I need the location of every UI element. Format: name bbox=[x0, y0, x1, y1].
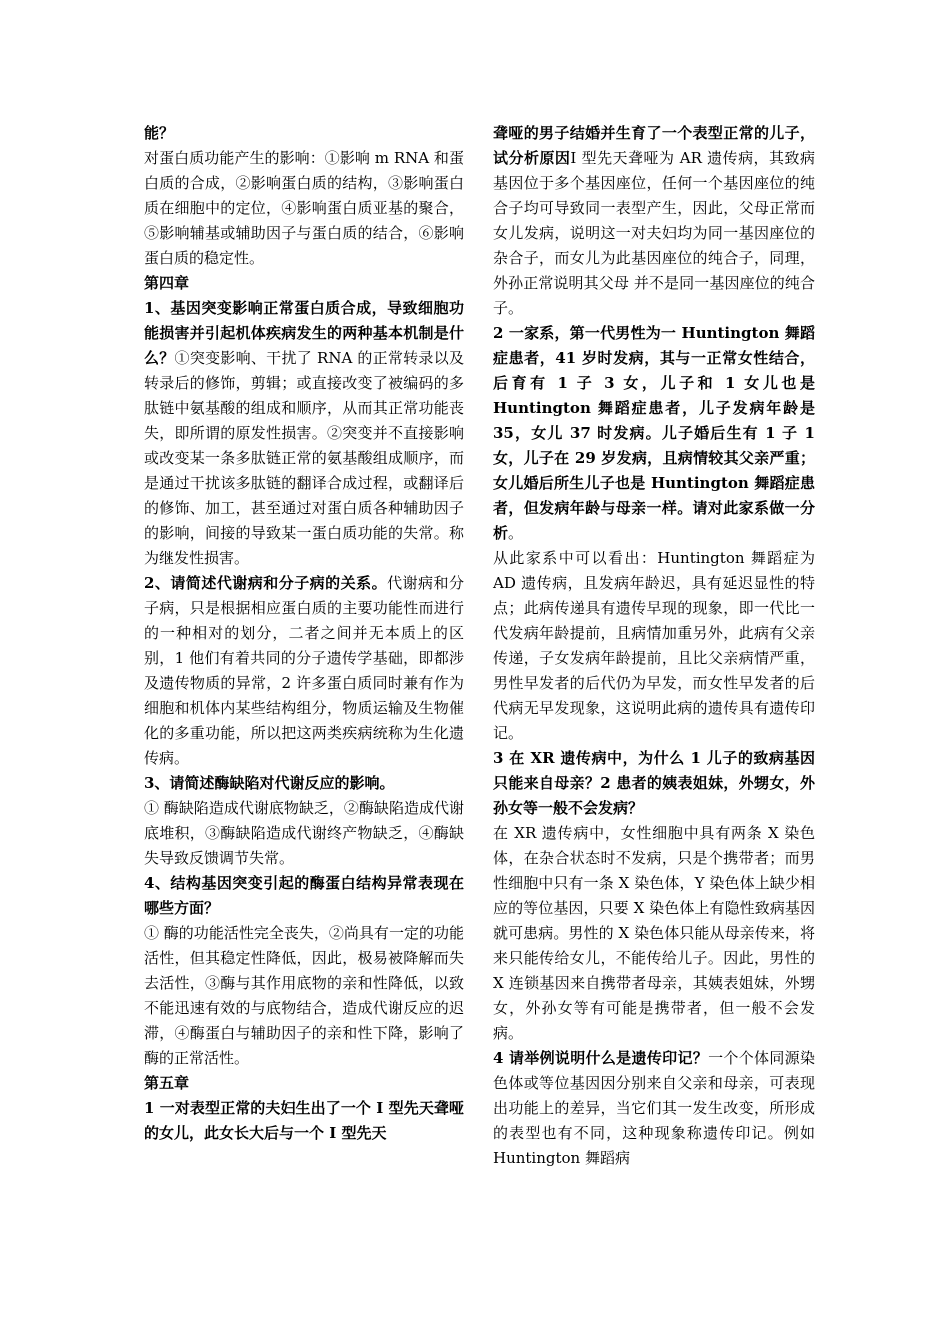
question-text: 聋哑的男子结婚并生育了一个表型正常的儿子，试分析原因 bbox=[493, 124, 815, 167]
question-4-3: 3、请简述酶缺陷对代谢反应的影响。 bbox=[144, 774, 395, 792]
qa-item-4-1 bbox=[144, 296, 464, 571]
question-text: 1、基因突变影响正常蛋白质合成，导致细胞功能损害并引起机体疾病发生的两种基本机制是什么？ bbox=[144, 299, 464, 367]
qa-item-4-2 bbox=[144, 571, 464, 771]
answer-text: I 型先天聋哑为 AR 遗传病，其致病基因位于多个基因座位，任何一个基因座位的纯合子均可导致同一表型产生，因此，父母正常而女儿发病，说明这一对夫妇均为同一基因座位的杂合子，而女儿为此基因座位的纯合子，同理，外孙正常说明其父母 并不是同一基因座位的纯合子。 bbox=[493, 149, 815, 317]
right-column bbox=[493, 121, 815, 1171]
answer-text: 代谢病和分子病，只是根据相应蛋白质的主要功能性而进行的一种相对的划分，二者之间并无本质上的区别，1 他们有着共同的分子遗传学基础，即都涉及遗传物质的异常，2 许多蛋白质同时兼有作为细胞和机体内某些结构组分，物质运输及生物催化的多重功能，所以把这两类疾病统称为生化遗传病。 bbox=[144, 574, 464, 767]
answer-5-2: 从此家系中可以看出：Huntington 舞蹈症为 AD 遗传病，且发病年龄迟，具有延迟显性的特点；此病传递具有遗传早现的现象，即一代比一代发病年龄提前，且病情加重另外，此病有父亲传递，子女发病年龄提前，且比父亲病情严重，男性早发者的后代仍为早发，而女性早发者的后代病无早发现象，这说明此病的遗传具有遗传印记。 bbox=[493, 549, 815, 742]
question-text: 2、请简述代谢病和分子病的关系。 bbox=[144, 574, 388, 592]
question-5-2 bbox=[493, 321, 815, 546]
paragraph-protein-function bbox=[144, 121, 464, 271]
chapter-heading-5: 第五章 bbox=[144, 1074, 190, 1092]
answer-4-3: ① 酶缺陷造成代谢底物缺乏，②酶缺陷造成代谢底堆积，③酶缺陷造成代谢终产物缺乏，④酶缺失导致反馈调节失常。 bbox=[144, 799, 464, 867]
answer-text: 对蛋白质功能产生的影响：①影响 m RNA 和蛋白质的合成，②影响蛋白质的结构，③影响蛋白质在细胞中的定位，④影响蛋白质亚基的聚合，⑤影响辅基或辅助因子与蛋白质的结合，⑥影响蛋白质的稳定性。 bbox=[144, 149, 464, 267]
left-column bbox=[144, 121, 464, 1146]
question-4-4: 4、结构基因突变引起的酶蛋白结构异常表现在哪些方面？ bbox=[144, 874, 464, 917]
answer-4-4: ① 酶的功能活性完全丧失，②尚具有一定的功能活性，但其稳定性降低，因此，极易被降解而失去活性，③酶与其作用底物的亲和性降低，以致不能迅速有效的与底物结合，造成代谢反应的迟滞，④酶蛋白与辅助因子的亲和性下降，影响了酶的正常活性。 bbox=[144, 924, 464, 1067]
question-5-3: 3 在 XR 遗传病中，为什么 1 儿子的致病基因只能来自母亲？2 患者的姨表姐妹，外甥女，外孙女等一般不会发病？ bbox=[493, 749, 815, 817]
answer-5-3: 在 XR 遗传病中，女性细胞中具有两条 X 染色体，在杂合状态时不发病，只是个携带者；而男性细胞中只有一条 X 染色体，Y 染色体上缺少相应的等位基因，只要 X 染色体上有隐性致病基因就可患病。男性的 X 染色体只能从母亲传来，将来只能传给女儿，不能传给儿子。因此，男性的 X 连锁基因来自携带者母亲，其姨表姐妹，外甥女，外孙女等有可能是携带者，但一般不会发病。 bbox=[493, 824, 815, 1042]
qa-item-5-4 bbox=[493, 1046, 815, 1171]
question-end-mark: 。 bbox=[508, 524, 524, 542]
qa-item-5-1 bbox=[493, 121, 815, 321]
question-text: 2 一家系，第一代男性为一 Huntington 舞蹈症患者，41 岁时发病，其与一正常女性结合，后育有 1 子 3 女，儿子和 1 女儿也是 Huntington 舞蹈症患者，儿子发病年龄是 35，女儿 37 时发病。儿子婚后生有 1 子 1 女，儿子在 29 岁发病，且病情较其父亲严重；女儿婚后所生儿子也是 Huntington 舞蹈症患者，但发病年龄与母亲一样。请对此家系做一分析 bbox=[493, 324, 815, 542]
question-text: 4 请举例说明什么是遗传印记？ bbox=[493, 1049, 709, 1067]
answer-text: 一个个体同源染色体或等位基因因分别来自父亲和母亲，可表现出功能上的差异，当它们其一发生改变，所形成的表型也有不同，这种现象称遗传印记。例如 Huntington 舞蹈病 bbox=[493, 1049, 815, 1167]
chapter-heading-4: 第四章 bbox=[144, 274, 190, 292]
answer-text: ①突变影响、干扰了 RNA 的正常转录以及转录后的修饰，剪辑；或直接改变了被编码的多肽链中氨基酸的组成和顺序，从而其正常功能丧失，即所谓的原发性损害。②突变并不直接影响或改变某一条多肽链正常的氨基酸组成顺序，而是通过干扰该多肽链的翻译合成过程，或翻译后的修饰、加工，甚至通过对蛋白质各种辅助因子的影响，间接的导致某一蛋白质功能的失常。称为继发性损害。 bbox=[144, 349, 464, 567]
question-5-1: 1 一对表型正常的夫妇生出了一个 I 型先天聋哑的女儿，此女长大后与一个 I 型先天 bbox=[144, 1099, 464, 1142]
question-text: 能？ bbox=[144, 124, 175, 142]
